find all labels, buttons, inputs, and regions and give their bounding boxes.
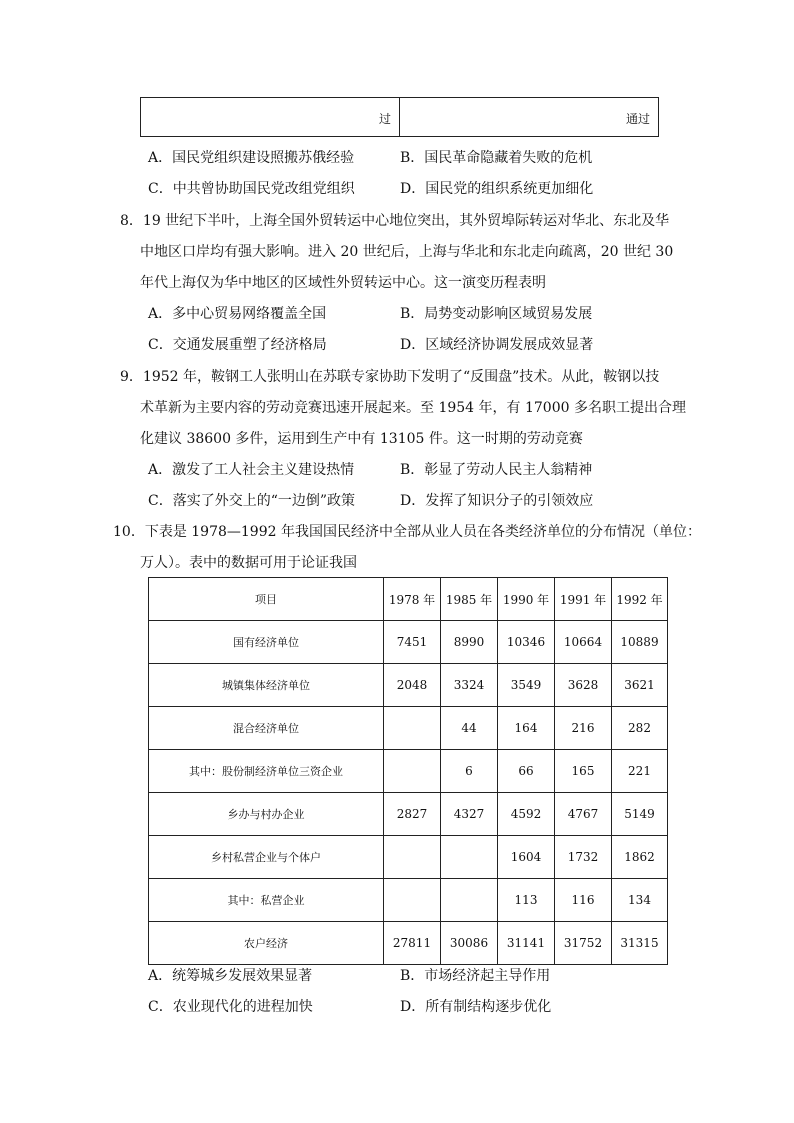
value-cell: 134	[612, 879, 668, 922]
employment-table	[148, 577, 668, 965]
row-label-cell: 乡村私营企业与个体户	[149, 836, 384, 879]
table-row	[149, 836, 668, 879]
q9-option-d[interactable]: D．发挥了知识分子的引领效应	[400, 493, 594, 509]
value-cell	[384, 707, 441, 750]
table-row	[149, 879, 668, 922]
value-cell: 1604	[498, 836, 555, 879]
value-cell	[441, 879, 498, 922]
row-label-cell: 其中：私营企业	[149, 879, 384, 922]
q10-stem-line: 10．下表是 1978—1992 年我国国民经济中全部从业人员在各类经济单位的分布情况（单位：	[113, 524, 701, 540]
value-cell: 164	[498, 707, 555, 750]
table-header-row	[149, 578, 668, 621]
value-cell: 30086	[441, 922, 498, 965]
q8-option-d[interactable]: D．区域经济协调发展成效显著	[400, 337, 594, 353]
value-cell: 1732	[555, 836, 612, 879]
table-row	[149, 621, 668, 664]
value-cell: 2048	[384, 664, 441, 707]
value-cell: 27811	[384, 922, 441, 965]
row-label-cell: 其中：股份制经济单位三资企业	[149, 750, 384, 793]
q10-option-b[interactable]: B．市场经济起主导作用	[400, 968, 551, 984]
value-cell: 113	[498, 879, 555, 922]
value-cell: 31315	[612, 922, 668, 965]
value-cell	[384, 836, 441, 879]
value-cell: 4327	[441, 793, 498, 836]
value-cell	[384, 879, 441, 922]
q8-option-b[interactable]: B．局势变动影响区域贸易发展	[400, 306, 593, 322]
value-cell: 5149	[612, 793, 668, 836]
value-cell	[384, 750, 441, 793]
value-cell: 216	[555, 707, 612, 750]
value-cell: 3549	[498, 664, 555, 707]
q10-option-a[interactable]: A．统筹城乡发展效果显著	[148, 968, 313, 984]
header-cell: 1990 年	[498, 578, 555, 621]
value-cell: 165	[555, 750, 612, 793]
value-cell: 31141	[498, 922, 555, 965]
value-cell: 10346	[498, 621, 555, 664]
value-cell: 3628	[555, 664, 612, 707]
q10-stem-line: 万人）。表中的数据可用于论证我国	[140, 555, 357, 571]
value-cell: 116	[555, 879, 612, 922]
row-label-cell: 国有经济单位	[149, 621, 384, 664]
header-cell: 1985 年	[441, 578, 498, 621]
q9-option-c[interactable]: C．落实了外交上的“一边倒”政策	[148, 493, 356, 509]
table-row	[149, 793, 668, 836]
header-cell: 1992 年	[612, 578, 668, 621]
value-cell: 221	[612, 750, 668, 793]
table-row	[149, 707, 668, 750]
q8-option-a[interactable]: A．多中心贸易网络覆盖全国	[148, 306, 327, 322]
q8-stem-line: 年代上海仅为华中地区的区域性外贸转运中心。这一演变历程表明	[140, 275, 546, 291]
table-cell	[400, 98, 658, 136]
row-label-cell: 农户经济	[149, 922, 384, 965]
header-cell: 1978 年	[384, 578, 441, 621]
q9-stem-line: 术革新为主要内容的劳动竞赛迅速开展起来。至 1954 年，有 17000 多名职工提出合理	[140, 400, 686, 416]
value-cell: 6	[441, 750, 498, 793]
q7-option-d[interactable]: D．国民党的组织系统更加细化	[400, 181, 594, 197]
q9-stem-line: 9．1952 年，鞍钢工人张明山在苏联专家协助下发明了“反围盘”技术。从此，鞍钢以技	[120, 369, 660, 385]
cell-text: 通过	[625, 112, 650, 126]
q9-option-b[interactable]: B．彰显了劳动人民主人翁精神	[400, 462, 593, 478]
value-cell: 3324	[441, 664, 498, 707]
value-cell: 66	[498, 750, 555, 793]
q8-stem-line: 8．19 世纪下半叶，上海全国外贸转运中心地位突出，其外贸埠际转运对华北、东北及华	[120, 213, 670, 229]
table-row	[149, 664, 668, 707]
value-cell: 4592	[498, 793, 555, 836]
value-cell: 44	[441, 707, 498, 750]
q7-option-a[interactable]: A．国民党组织建设照搬苏俄经验	[148, 150, 355, 166]
table-row	[149, 922, 668, 965]
table-cell	[141, 98, 400, 136]
q10-option-c[interactable]: C．农业现代化的进程加快	[148, 999, 313, 1015]
value-cell: 10889	[612, 621, 668, 664]
header-cell: 1991 年	[555, 578, 612, 621]
value-cell	[441, 836, 498, 879]
cell-text: 过	[378, 112, 391, 126]
row-label-cell: 乡办与村办企业	[149, 793, 384, 836]
value-cell: 8990	[441, 621, 498, 664]
q10-option-d[interactable]: D．所有制结构逐步优化	[400, 999, 552, 1015]
q7-option-b[interactable]: B．国民革命隐藏着失败的危机	[400, 150, 593, 166]
q7-option-c[interactable]: C．中共曾协助国民党改组党组织	[148, 181, 355, 197]
header-cell: 项目	[149, 578, 384, 621]
value-cell: 2827	[384, 793, 441, 836]
table-row	[149, 750, 668, 793]
q9-option-a[interactable]: A．激发了工人社会主义建设热情	[148, 462, 355, 478]
previous-table-fragment	[140, 97, 659, 137]
q9-stem-line: 化建议 38600 多件，运用到生产中有 13105 件。这一时期的劳动竞赛	[140, 431, 583, 447]
q8-stem-line: 中地区口岸均有强大影响。进入 20 世纪后，上海与华北和东北走向疏离，20 世纪 30	[140, 244, 674, 260]
value-cell: 282	[612, 707, 668, 750]
value-cell: 4767	[555, 793, 612, 836]
value-cell: 1862	[612, 836, 668, 879]
q8-option-c[interactable]: C．交通发展重塑了经济格局	[148, 337, 327, 353]
value-cell: 3621	[612, 664, 668, 707]
row-label-cell: 城镇集体经济单位	[149, 664, 384, 707]
row-label-cell: 混合经济单位	[149, 707, 384, 750]
value-cell: 31752	[555, 922, 612, 965]
value-cell: 7451	[384, 621, 441, 664]
value-cell: 10664	[555, 621, 612, 664]
